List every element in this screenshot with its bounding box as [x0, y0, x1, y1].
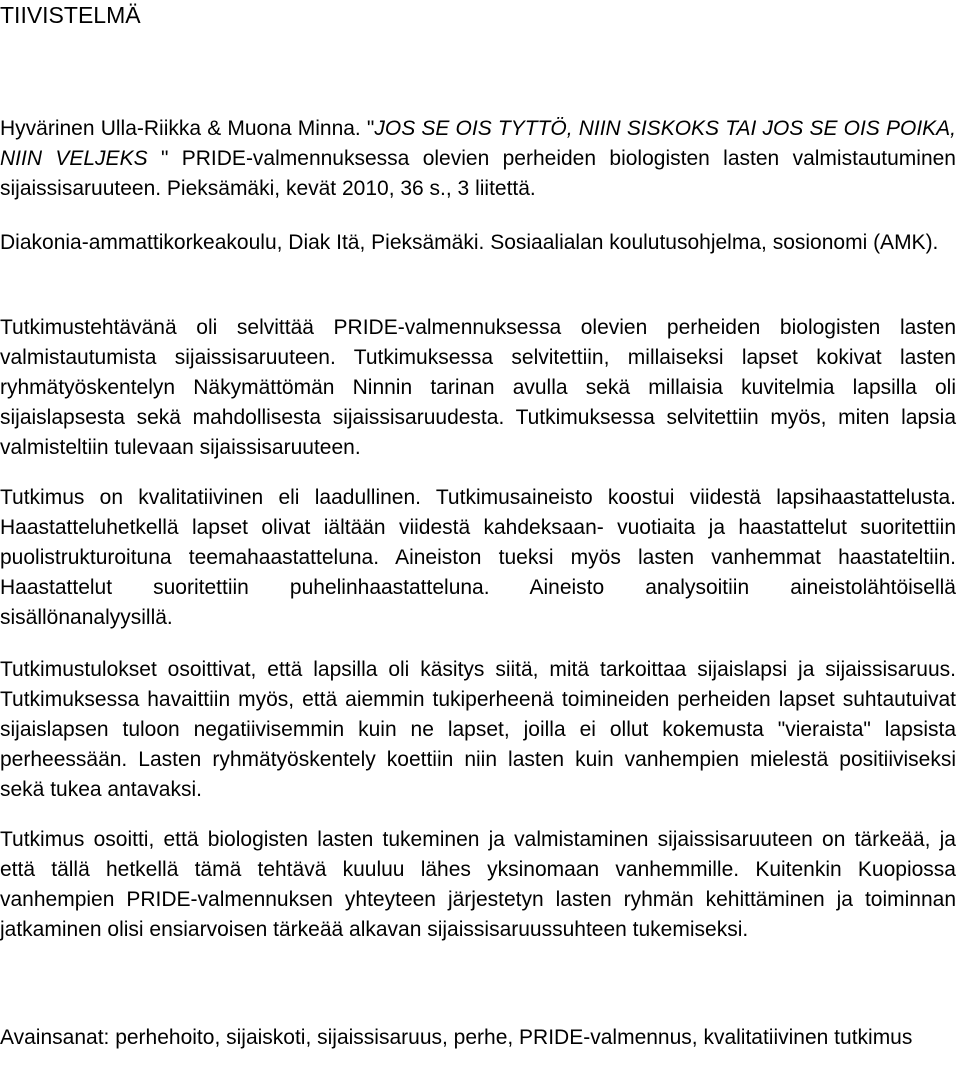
- citation-title: JOS SE OIS TYTTÖ, NIIN SISKOKS TAI JOS SE OIS POIKA, NIIN VELJEKS: [0, 117, 956, 170]
- paragraph-conclusions: Tutkimus osoitti, että biologisten lasten tukeminen ja valmistaminen sijaissisaruuteen on tärkeää, ja että tällä hetkellä tämä tehtävä kuuluu lähes yksinomaan vanhemmille. Kuitenkin Kuopiossa vanhempien PRIDE-valmennuksen yhteyteen järjestetyn lasten ryhmän kehittäminen ja toiminnan jatkaminen olisi ensiarvoisen tärkeää alkavan sijaissisaruussuhteen tukemiseksi.: [0, 828, 956, 941]
- keywords: Avainsanat: perhehoito, sijaiskoti, sijaissisaruus, perhe, PRIDE-valmennus, kvalitatiivinen tutkimus: [0, 1026, 913, 1049]
- paragraph-results: Tutkimustulokset osoittivat, että lapsilla oli käsitys siitä, mitä tarkoittaa sijaislapsi ja sijaissisaruus. Tutkimuksessa havaittiin myös, että aiemmin tukiperheenä toimineiden perheiden lapset suhtautuivat sijaislapsen tuloon negatiivisemmin kuin ne lapset, joilla ei ollut kokemusta "vieraista" lapsista perheessään. Lasten ryhmätyöskentely koettiin niin lasten kuin vanhempien mielestä positiiviseksi sekä tukea antavaksi.: [0, 658, 956, 801]
- page-title: TIIVISTELMÄ: [0, 2, 141, 28]
- institution-text: Diakonia-ammattikorkeakoulu, Diak Itä, Pieksämäki. Sosiaalialan koulutusohjelma, sosionomi (AMK).: [0, 231, 939, 254]
- paragraph-aims: Tutkimustehtävänä oli selvittää PRIDE-valmennuksessa olevien perheiden biologisten lasten valmistautumista sijaissisaruuteen. Tutkimuksessa selvitettiin, millaiseksi lapset kokivat lasten ryhmätyöskentelyn Näkymättömän Ninnin tarinan avulla sekä millaisia kuvitelmia lapsilla oli sijaislapsesta sekä mahdollisesta sijaissisaruudesta. Tutkimuksessa selvitettiin myös, miten lapsia valmisteltiin tulevaan sijaissisaruuteen.: [0, 316, 956, 459]
- citation-authors: Hyvärinen Ulla-Riikka & Muona Minna. ": [0, 117, 375, 140]
- citation-block: [0, 114, 956, 204]
- citation-rest: " PRIDE-valmennuksessa olevien perheiden biologisten lasten valmistautuminen sijaissisaruuteen. Pieksämäki, kevät 2010, 36 s., 3 liitettä.: [0, 147, 956, 200]
- paragraph-methods: Tutkimus on kvalitatiivinen eli laadullinen. Tutkimusaineisto koostui viidestä lapsihaastattelusta. Haastatteluhetkellä lapset olivat iältään viidestä kahdeksaan- vuotiaita ja haastattelut suoritettiin puolistrukturoituna teemahaastatteluna. Aineiston tueksi myös lasten vanhemmat haastateltiin. Haastattelut suoritettiin puhelinhaastatteluna. Aineisto analysoitiin aineistolähtöisellä sisällönanalyysillä.: [0, 486, 956, 629]
